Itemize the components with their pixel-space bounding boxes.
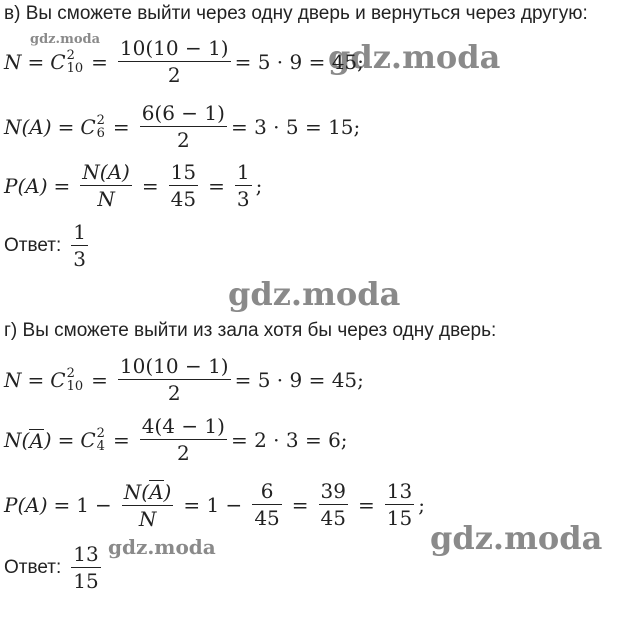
equation-v-2: N(A) = C 2 6 = $\frac{6(6 - 1)}{2}$ = 3 · 5 = 15; <box>4 101 361 152</box>
answer-fraction: $\frac{1}{3}$ <box>73 220 87 271</box>
equation-g-3: P(A) = 1 − $\frac{N(A)}{N}$ = 1 − $\frac{6}{45}$ = $\frac{39}{45}$ = $\frac{13}{15}$ ; <box>4 479 425 531</box>
fraction: $\frac{10(10 - 1)}{2}$ <box>119 36 229 87</box>
answer-v: Ответ: $\frac{1}{3}$ <box>4 220 87 271</box>
watermark-top-right: gdz.moda <box>328 38 501 76</box>
watermark-center: gdz.moda <box>228 275 401 313</box>
watermark-small-top: gdz.moda <box>30 32 101 47</box>
equation-v-3: P(A) = $\frac{N(A)}{N}$ = $\frac{15}{45}$ = $\frac{1}{3}$ ; <box>4 160 263 211</box>
fraction: $\frac{15}{45}$ <box>170 160 197 211</box>
equation-g-2: N( A ) = C 2 4 = $\frac{4(4 - 1)}{2}$ = 2 · 3 = 6; <box>4 414 348 465</box>
fraction: $\frac{N(A)}{N}$ <box>82 160 130 211</box>
equation-g-1: N = C 2 10 = $\frac{10(10 - 1)}{2}$ = 5 · 9 = 45; <box>4 354 364 405</box>
equation-v-1: N = C 2 10 = $\frac{10(10 - 1)}{2}$ = 5 · 9 = 45; <box>4 36 364 87</box>
watermark-bottom-left: gdz.moda <box>108 535 216 559</box>
answer-fraction: $\frac{13}{15}$ <box>73 542 99 593</box>
fraction: $\frac{10(10 - 1)}{2}$ <box>119 354 229 405</box>
fraction: $\frac{6(6 - 1)}{2}$ <box>141 101 225 152</box>
fraction: $\frac{1}{3}$ <box>236 160 250 211</box>
fraction: $\frac{4(4 - 1)}{2}$ <box>141 414 225 465</box>
fraction: $\frac{39}{45}$ <box>320 479 346 530</box>
watermark-bottom-right: gdz.moda <box>430 519 603 557</box>
answer-g: Ответ: $\frac{13}{15}$ <box>4 542 99 593</box>
heading-part-v: в) Вы сможете выйти через одну дверь и вернуться через другую: <box>4 3 588 24</box>
fraction: $\frac{N(A)}{N}$ <box>123 480 172 531</box>
fraction: $\frac{13}{15}$ <box>386 479 413 530</box>
fraction: $\frac{6}{45}$ <box>254 479 280 530</box>
heading-part-g: г) Вы сможете выйти из зала хотя бы через одну дверь: <box>4 320 497 341</box>
